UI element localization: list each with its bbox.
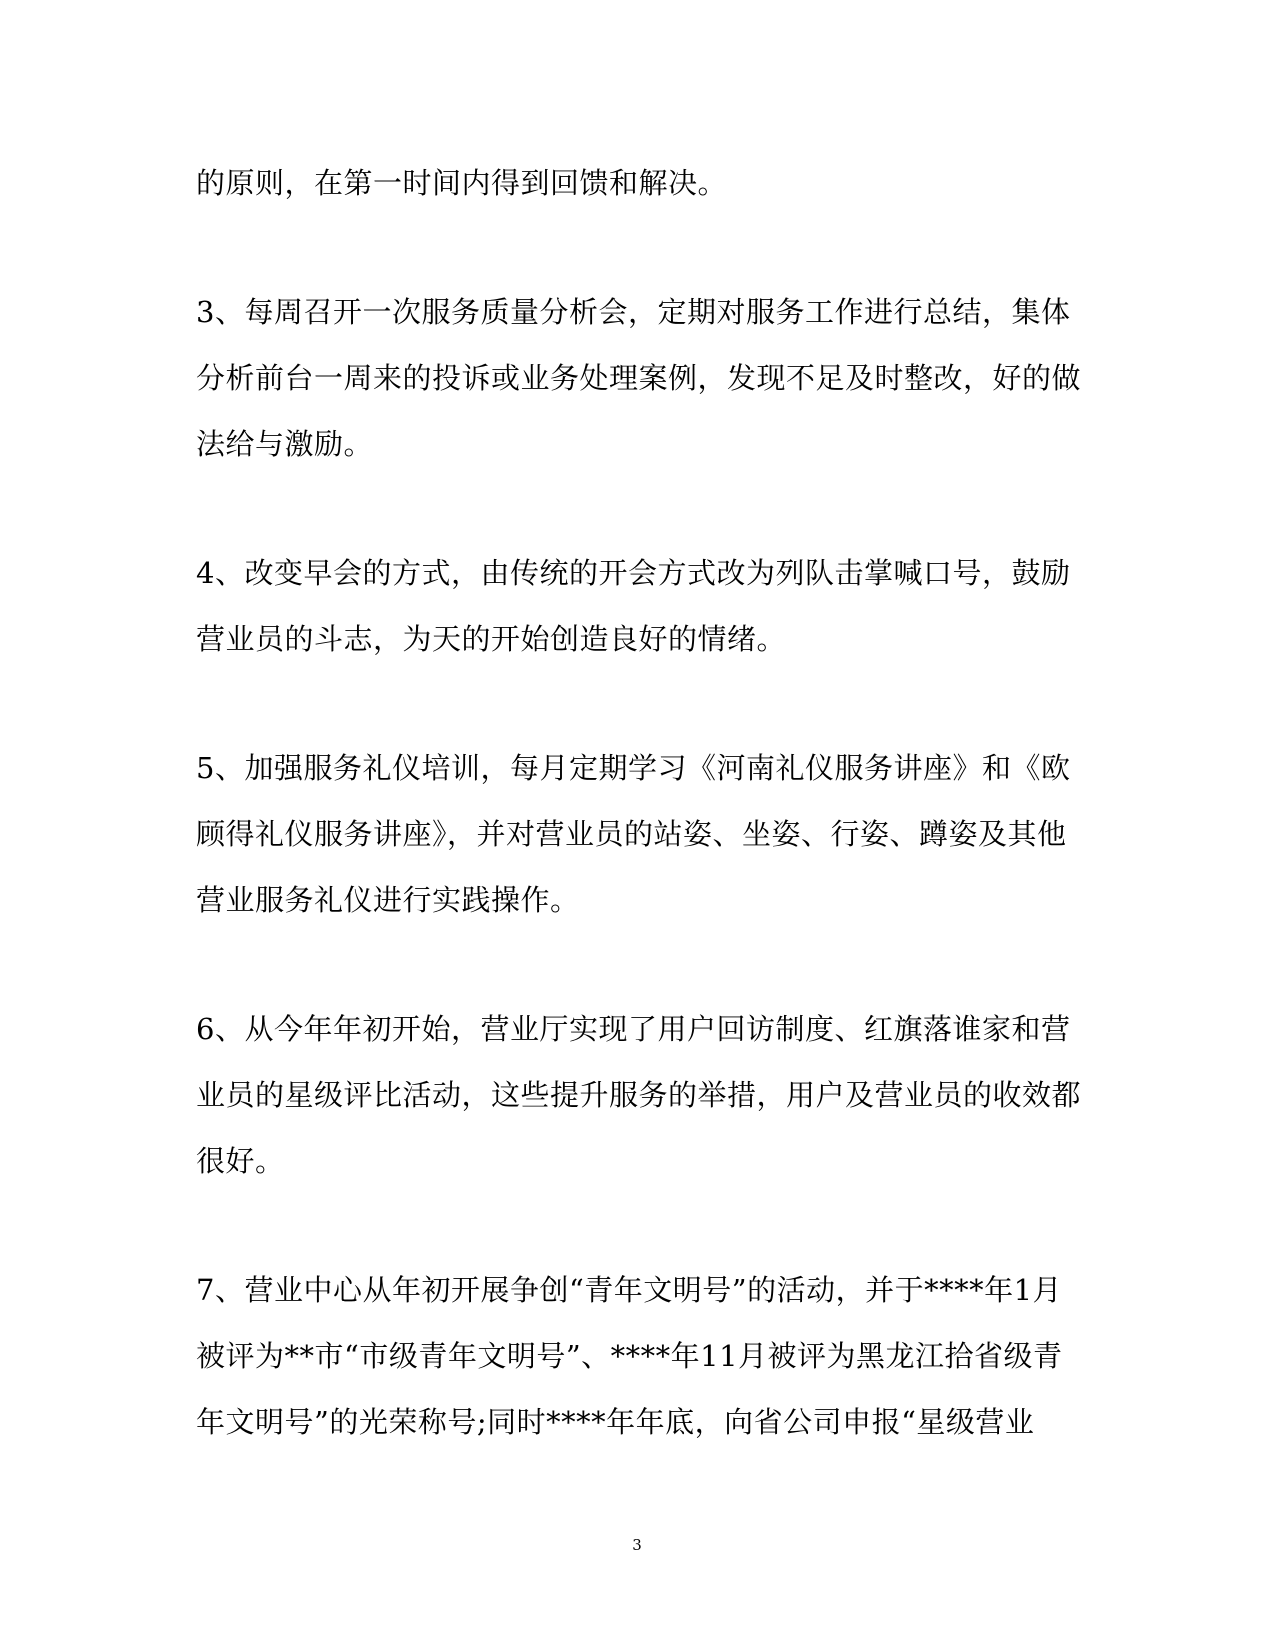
paragraph-item-6 — [196, 996, 1082, 1194]
body-text — [196, 150, 1082, 1455]
text-line: 4、改变早会的方式，由传统的开会方式改为列队击掌喊口号，鼓励 — [196, 556, 1071, 590]
paragraph-continuation — [196, 150, 1076, 216]
text-line: 顾得礼仪服务讲座》，并对营业员的站姿、坐姿、行姿、蹲姿及其他 — [196, 817, 1067, 851]
text-line: 6、从今年年初开始，营业厅实现了用户回访制度、红旗落谁家和营 — [196, 1012, 1071, 1046]
text-line: 年文明号”的光荣称号;同时****年年底，向省公司申报“星级营业 — [196, 1405, 1035, 1439]
paragraph-item-4 — [196, 540, 1076, 672]
text-line: 5、加强服务礼仪培训，每月定期学习《河南礼仪服务讲座》和《欧 — [196, 751, 1071, 785]
page-number: 3 — [632, 1536, 642, 1554]
paragraph-item-7 — [196, 1257, 1076, 1455]
text-line: 被评为**市“市级青年文明号”、****年11月被评为黑龙江拾省级青 — [196, 1339, 1063, 1373]
paragraph-item-5 — [196, 735, 1076, 933]
text-line: 营业服务礼仪进行实践操作。 — [196, 883, 580, 917]
text-line: 7、营业中心从年初开展争创“青年文明号”的活动，并于****年1月 — [196, 1273, 1063, 1307]
text-line: 分析前台一周来的投诉或业务处理案例，发现不足及时整改，好的做 — [196, 361, 1082, 395]
text-line: 营业员的斗志，为天的开始创造良好的情绪。 — [196, 622, 787, 656]
text-line: 3、每周召开一次服务质量分析会，定期对服务工作进行总结，集体 — [196, 295, 1071, 329]
text-line: 法给与激励。 — [196, 427, 374, 461]
text-line: 业员的星级评比活动，这些提升服务的举措，用户及营业员的收效都 — [196, 1078, 1082, 1112]
paragraph-item-3 — [196, 279, 1082, 477]
text-line: 的原则，在第一时间内得到回馈和解决。 — [196, 166, 728, 200]
text-line: 很好。 — [196, 1144, 285, 1178]
